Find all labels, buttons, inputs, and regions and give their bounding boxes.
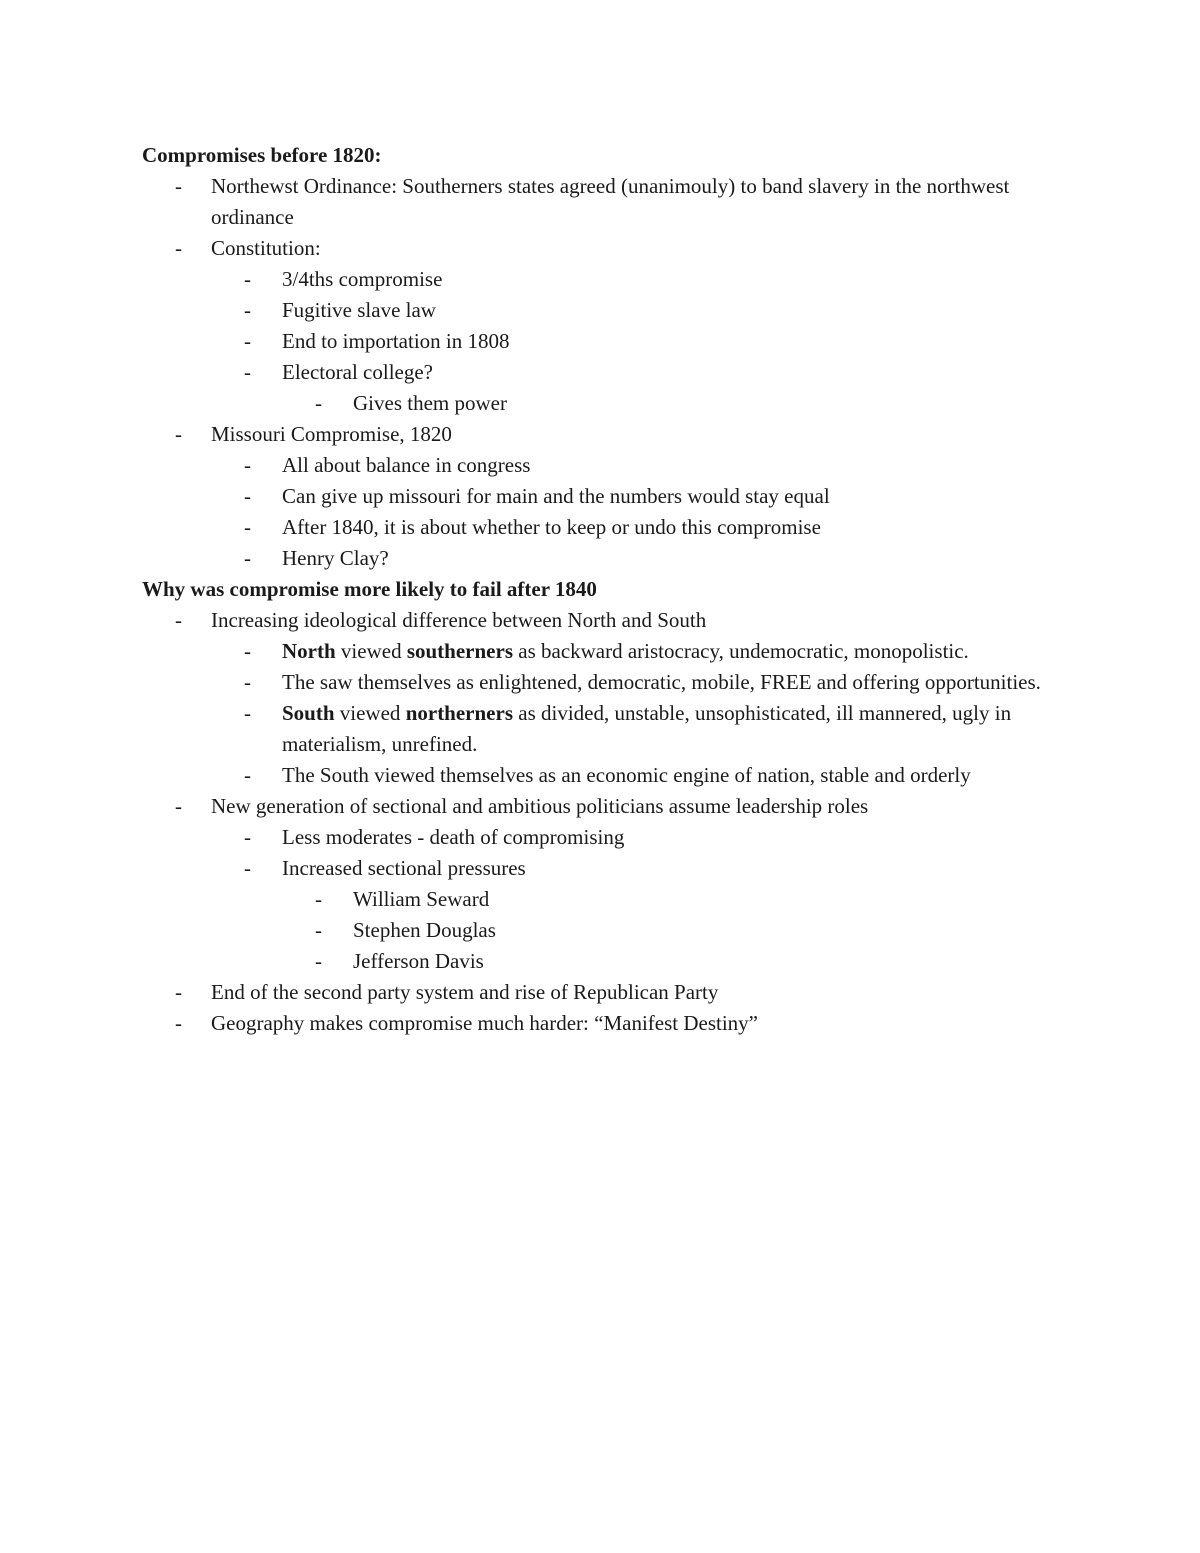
list-item bbox=[211, 264, 1072, 295]
bullet-dash: - bbox=[244, 453, 251, 477]
bullet-list-level-1 bbox=[142, 171, 1072, 574]
bullet-dash: - bbox=[244, 484, 251, 508]
list-item bbox=[211, 357, 1072, 419]
list-item-text bbox=[282, 639, 969, 663]
list-item-text: The saw themselves as enlightened, democratic, mobile, FREE and offering opportunities. bbox=[282, 670, 1041, 694]
list-item bbox=[282, 388, 1072, 419]
bullet-list-level-1 bbox=[142, 605, 1072, 1039]
list-item-text: Electoral college? bbox=[282, 360, 433, 384]
bullet-dash: - bbox=[244, 515, 251, 539]
list-item bbox=[211, 636, 1072, 667]
list-item-text: Northewst Ordinance: Southerners states agreed (unanimouly) to band slavery in the northwest ordinance bbox=[211, 174, 1010, 229]
list-item bbox=[211, 760, 1072, 791]
bold-text: North bbox=[282, 639, 336, 663]
list-item-text: Increasing ideological difference between North and South bbox=[211, 608, 707, 632]
bullet-dash: - bbox=[315, 949, 322, 973]
list-item-text bbox=[282, 701, 1011, 756]
list-item-text: End to importation in 1808 bbox=[282, 329, 510, 353]
list-item bbox=[211, 481, 1072, 512]
bullet-dash: - bbox=[175, 608, 182, 632]
bullet-list-level-2 bbox=[211, 264, 1072, 419]
bullet-dash: - bbox=[175, 174, 182, 198]
list-item-text: End of the second party system and rise of Republican Party bbox=[211, 980, 719, 1004]
bullet-dash: - bbox=[315, 391, 322, 415]
bullet-dash: - bbox=[244, 298, 251, 322]
section-heading: Why was compromise more likely to fail after 1840 bbox=[142, 577, 597, 601]
list-item bbox=[142, 419, 1072, 574]
list-item-text: Geography makes compromise much harder: “Manifest Destiny” bbox=[211, 1011, 758, 1035]
bold-text: South bbox=[282, 701, 335, 725]
list-item bbox=[142, 977, 1072, 1008]
list-item-text: Increased sectional pressures bbox=[282, 856, 526, 880]
section-heading: Compromises before 1820: bbox=[142, 143, 382, 167]
list-item-text: Can give up missouri for main and the numbers would stay equal bbox=[282, 484, 830, 508]
bold-text: northerners bbox=[405, 701, 513, 725]
list-item bbox=[282, 915, 1072, 946]
list-item-text: Gives them power bbox=[353, 391, 507, 415]
list-item-text: Henry Clay? bbox=[282, 546, 389, 570]
list-item-text: All about balance in congress bbox=[282, 453, 531, 477]
bullet-dash: - bbox=[244, 856, 251, 880]
bullet-list-level-2 bbox=[211, 636, 1072, 791]
list-item bbox=[142, 605, 1072, 791]
list-item-text: Jefferson Davis bbox=[353, 949, 484, 973]
bullet-dash: - bbox=[175, 1011, 182, 1035]
bullet-dash: - bbox=[175, 236, 182, 260]
bold-text: southerners bbox=[406, 639, 513, 663]
list-item-text: William Seward bbox=[353, 887, 490, 911]
bullet-list-level-2 bbox=[211, 450, 1072, 574]
bullet-dash: - bbox=[244, 360, 251, 384]
list-item bbox=[211, 295, 1072, 326]
list-item-text: The South viewed themselves as an economic engine of nation, stable and orderly bbox=[282, 763, 971, 787]
bullet-dash: - bbox=[175, 794, 182, 818]
bullet-dash: - bbox=[244, 825, 251, 849]
text-run: viewed bbox=[334, 701, 406, 725]
bullet-dash: - bbox=[244, 639, 251, 663]
list-item bbox=[282, 946, 1072, 977]
notes-body bbox=[142, 140, 1072, 1039]
list-item bbox=[142, 1008, 1072, 1039]
list-item bbox=[211, 853, 1072, 977]
list-item bbox=[211, 543, 1072, 574]
bullet-dash: - bbox=[175, 980, 182, 1004]
text-run: viewed bbox=[335, 639, 407, 663]
text-run: as backward aristocracy, undemocratic, monopolistic. bbox=[513, 639, 969, 663]
bullet-dash: - bbox=[315, 887, 322, 911]
bullet-list-level-2 bbox=[211, 822, 1072, 977]
list-item bbox=[211, 512, 1072, 543]
text-run: as divided, unstable, unsophisticated, ill mannered, ugly in materialism, unrefined. bbox=[282, 701, 1012, 756]
list-item-text: 3/4ths compromise bbox=[282, 267, 443, 291]
list-item bbox=[142, 233, 1072, 419]
bullet-dash: - bbox=[244, 670, 251, 694]
list-item-text: New generation of sectional and ambitious politicians assume leadership roles bbox=[211, 794, 869, 818]
bullet-dash: - bbox=[244, 546, 251, 570]
list-item bbox=[211, 326, 1072, 357]
list-item bbox=[282, 884, 1072, 915]
bullet-dash: - bbox=[244, 763, 251, 787]
list-item bbox=[211, 667, 1072, 698]
list-item-text: After 1840, it is about whether to keep or undo this compromise bbox=[282, 515, 821, 539]
list-item bbox=[142, 791, 1072, 977]
list-item bbox=[211, 450, 1072, 481]
bullet-dash: - bbox=[244, 701, 251, 725]
bullet-dash: - bbox=[315, 918, 322, 942]
list-item bbox=[211, 822, 1072, 853]
list-item-text: Constitution: bbox=[211, 236, 321, 260]
list-item bbox=[211, 698, 1072, 760]
list-item-text: Missouri Compromise, 1820 bbox=[211, 422, 452, 446]
list-item-text: Less moderates - death of compromising bbox=[282, 825, 625, 849]
list-item-text: Stephen Douglas bbox=[353, 918, 496, 942]
bullet-dash: - bbox=[175, 422, 182, 446]
list-item-text: Fugitive slave law bbox=[282, 298, 436, 322]
bullet-list-level-3 bbox=[282, 884, 1072, 977]
bullet-list-level-3 bbox=[282, 388, 1072, 419]
bullet-dash: - bbox=[244, 267, 251, 291]
bullet-dash: - bbox=[244, 329, 251, 353]
list-item bbox=[142, 171, 1072, 233]
